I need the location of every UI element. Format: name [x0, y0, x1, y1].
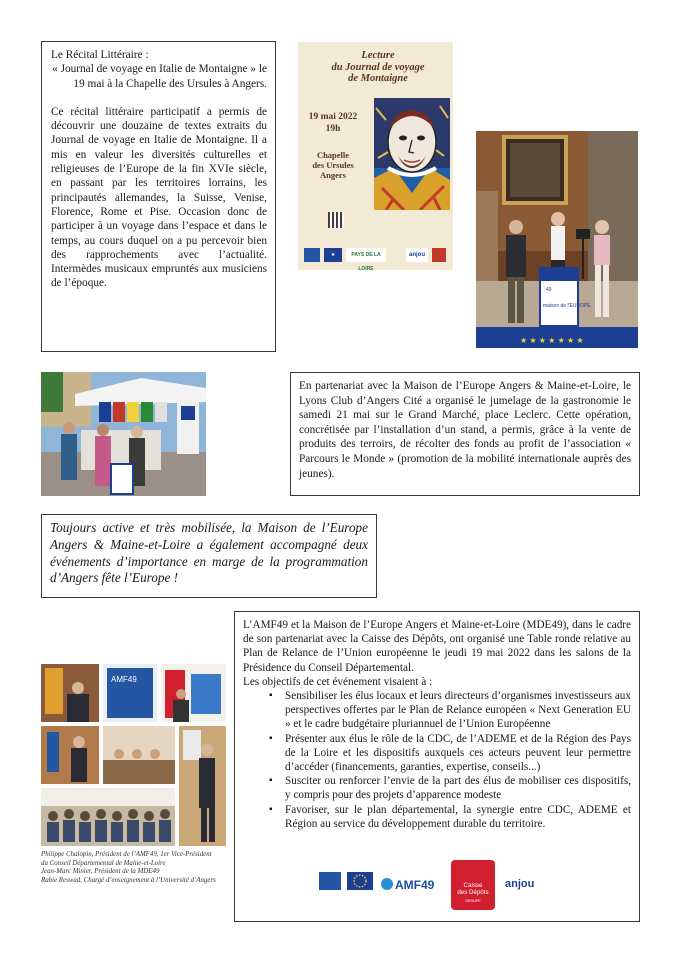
jumelage-text: En partenariat avec la Maison de l’Europe Angers & Maine-et-Loire, le Lyons Club d’Angers Cité a organisé le jumelage de la gastronomie le samedi 21 mai sur le Grand Marché, place Leclerc. Cette opération, concrétisée par l’installation d’un stand, a permis, grâce à la vente de produits des terroirs, de récolter des fonds au profit de l’association « Parcours le Monde » (promotion de la mobilité internationale auprès des jeunes). — [299, 380, 631, 480]
poster-date — [300, 112, 366, 135]
montaigne-poster — [298, 42, 453, 270]
highlight-textbox — [41, 514, 377, 598]
caption-line2: Jean-Marc Minier, Président de la MDE49 — [41, 868, 160, 875]
caption-line3: Rabie Reswad, Chargé d’enseignement à l’Université d’Angers — [41, 876, 216, 884]
recital-heading-line1: Le Récital Littéraire : — [51, 49, 149, 61]
eu-flag-logo: ★ — [324, 248, 342, 262]
recital-textbox — [41, 41, 276, 352]
poster-place-line2: des Ursules — [312, 160, 354, 171]
poster-place-line3: Angers — [320, 170, 346, 181]
recital-body: Ce récital littéraire participatif a permis de découvrir une douzaine de textes extraits du Journal de voyage en Italie de Montaigne. Il a mis en valeur les diversités culturelles et religieuses de l’Europe de la fin XVIe siècle, en passant par les territoires lorrains, les principautés allemandes, la Suisse, Venise, Florence, Rome et Pise. Occasion donc de participer à un voyage dans l’espace et dans le temps, au cours duquel on a pu percevoir bien des rapprochements avec l’actualité. Intermèdes musicaux empruntés aux musiciens de l’époque. — [51, 105, 267, 290]
amf-objectives-list — [243, 689, 631, 831]
stand-label: maison de l'EUROPE — [543, 303, 591, 309]
maison-europe-logo — [319, 872, 341, 890]
poster-logos — [298, 242, 453, 268]
poster-place-line1: Chapelle — [316, 150, 350, 160]
recital-heading — [51, 48, 267, 91]
table-ronde-photo-collage — [41, 664, 226, 846]
stand-number: 49 — [546, 287, 552, 293]
collage-caption — [41, 851, 216, 885]
list-item: ▪ Sensibiliser les élus locaux et leurs directeurs d’organismes investisseurs aux perspectives offertes par le Plan de Relance européen « Next Generation EU » et le cadre budgétaire pluriannuel de l’Union Européenne — [271, 689, 631, 732]
highlight-text: Toujours active et très mobilisée, la Maison de l’Europe Angers & Maine-et-Loire a également accompagné deux événements d’importance en marge de la programmation d’Angers fête l’Europe ! — [50, 520, 368, 586]
amf-intro: L’AMF49 et la Maison de l’Europe Angers et Maine-et-Loire (MDE49), dans le cadre de son partenariat avec la Caisse des Dépôts, ont organisé une Table ronde relative au Plan de Relance de l’Union européenne le jeudi 19 mai 2022 dans les salons de la Présidence du Conseil Départemental. — [243, 619, 631, 674]
svg-text:Caisse: Caisse — [463, 882, 483, 889]
market-stand-photo — [41, 372, 206, 496]
svg-text:★ ★ ★ ★ ★ ★ ★: ★ ★ ★ ★ ★ ★ ★ — [520, 336, 584, 345]
amf-objectives-title: Les objectifs de cet événement visaient à : — [243, 675, 433, 688]
maison-europe-logo — [304, 248, 320, 262]
poster-title-line2: du Journal de voyage — [331, 61, 425, 73]
svg-text:GROUPE: GROUPE — [465, 899, 481, 903]
amf-logo-text: AMF49 — [395, 878, 435, 892]
recital-photo — [476, 131, 638, 348]
poster-date-text: 19 mai 2022 — [308, 112, 358, 122]
poster-time-text: 19h — [325, 123, 341, 134]
svg-text:AMF49: AMF49 — [111, 675, 137, 684]
montaigne-portrait-illustration — [374, 98, 450, 210]
partner-logos — [315, 860, 565, 912]
poster-title-line3: de Montaigne — [348, 73, 408, 84]
amf-textbox — [234, 611, 640, 922]
partner-logo — [432, 248, 446, 262]
recital-heading-line2: « Journal de voyage en Italie de Montaigne » le 19 mai à la Chapelle des Ursules à Angers. — [52, 63, 267, 90]
pays-de-la-loire-logo: PAYS DE LA LOIRE — [346, 248, 386, 262]
poster-title — [318, 50, 438, 85]
anjou-logo: anjou — [406, 248, 428, 262]
jumelage-textbox — [290, 372, 640, 496]
poster-place — [300, 150, 366, 181]
list-item: ▪ Susciter ou renforcer l’envie de la part des élus de mobiliser ces dispositifs, y compris pour des projets d’apparence modeste — [271, 774, 631, 802]
amf-logo-mark — [381, 878, 393, 890]
poster-qr-code — [328, 212, 344, 228]
list-item: ▪ Favoriser, sur le plan départemental, la synergie entre CDC, ADEME et Région au service du développement durable du territoire. — [271, 803, 631, 831]
poster-title-line1: Lecture — [361, 50, 395, 61]
anjou-logo: anjou — [505, 878, 535, 890]
list-item: ▪ Présenter aux élus le rôle de la CDC, de l’ADEME et de la Région des Pays de la Loire et les dispositifs auxquels ces acteurs peuvent leur permettre d’accéder (financements, garanties, expertise, conseils...) — [271, 732, 631, 775]
svg-text:des Dépôts: des Dépôts — [457, 889, 489, 896]
caption-line1: Philippe Chalopin, Président de l’AMF49, 1er Vice-Président du Conseil Départemental de Maine-et-Loire — [41, 851, 212, 867]
